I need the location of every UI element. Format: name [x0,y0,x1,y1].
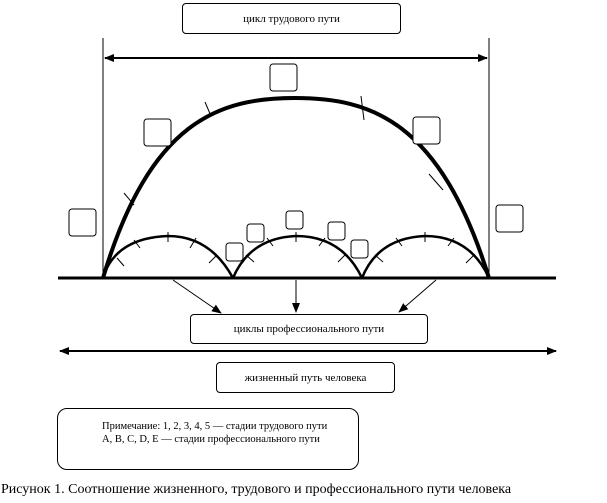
professional-arc-3 [362,236,489,278]
professional-arc-tick [117,258,124,266]
professional-stage-box-b [247,224,264,242]
life-path-label [216,362,395,393]
figure-caption: Рисунок 1. Соотношение жизненного, трудового и профессионального пути человека [1,482,512,497]
professional-cycles-label-text: циклы профессионального пути [233,323,385,335]
professional-arc-tick [466,255,474,263]
professional-stage-box-d [328,222,345,240]
professional-arc-1 [103,236,233,278]
career-stage-box-4 [413,117,440,144]
professional-arc-tick [209,255,217,263]
career-stage-box-3 [270,64,297,91]
professional-stage-box-c [286,211,303,229]
note-box [57,408,359,470]
down-arrow-left [173,280,221,313]
career-cycle-label [182,3,401,34]
note-line-1: Примечание: 1, 2, 3, 4, 5 — стадии трудового пути [102,421,328,432]
professional-arc-tick [375,255,383,262]
professional-arc-tick [338,254,346,262]
career-arc-tick [205,102,211,116]
professional-stage-box-a [226,243,243,261]
life-path-label-text: жизненный путь человека [244,371,367,384]
career-stage-box-2 [144,119,171,146]
career-arc-tick [429,174,443,190]
career-stage-box-5 [496,205,523,232]
professional-stage-box-e [351,240,368,258]
professional-cycles-label [190,314,428,344]
career-stage-box-1 [69,209,96,236]
career-cycle-label-text: цикл трудового пути [243,12,340,25]
note-line-2: A, B, C, D, E — стадии профессионального пути [102,434,320,445]
professional-arc-tick [246,255,254,262]
down-arrow-right [399,280,436,312]
